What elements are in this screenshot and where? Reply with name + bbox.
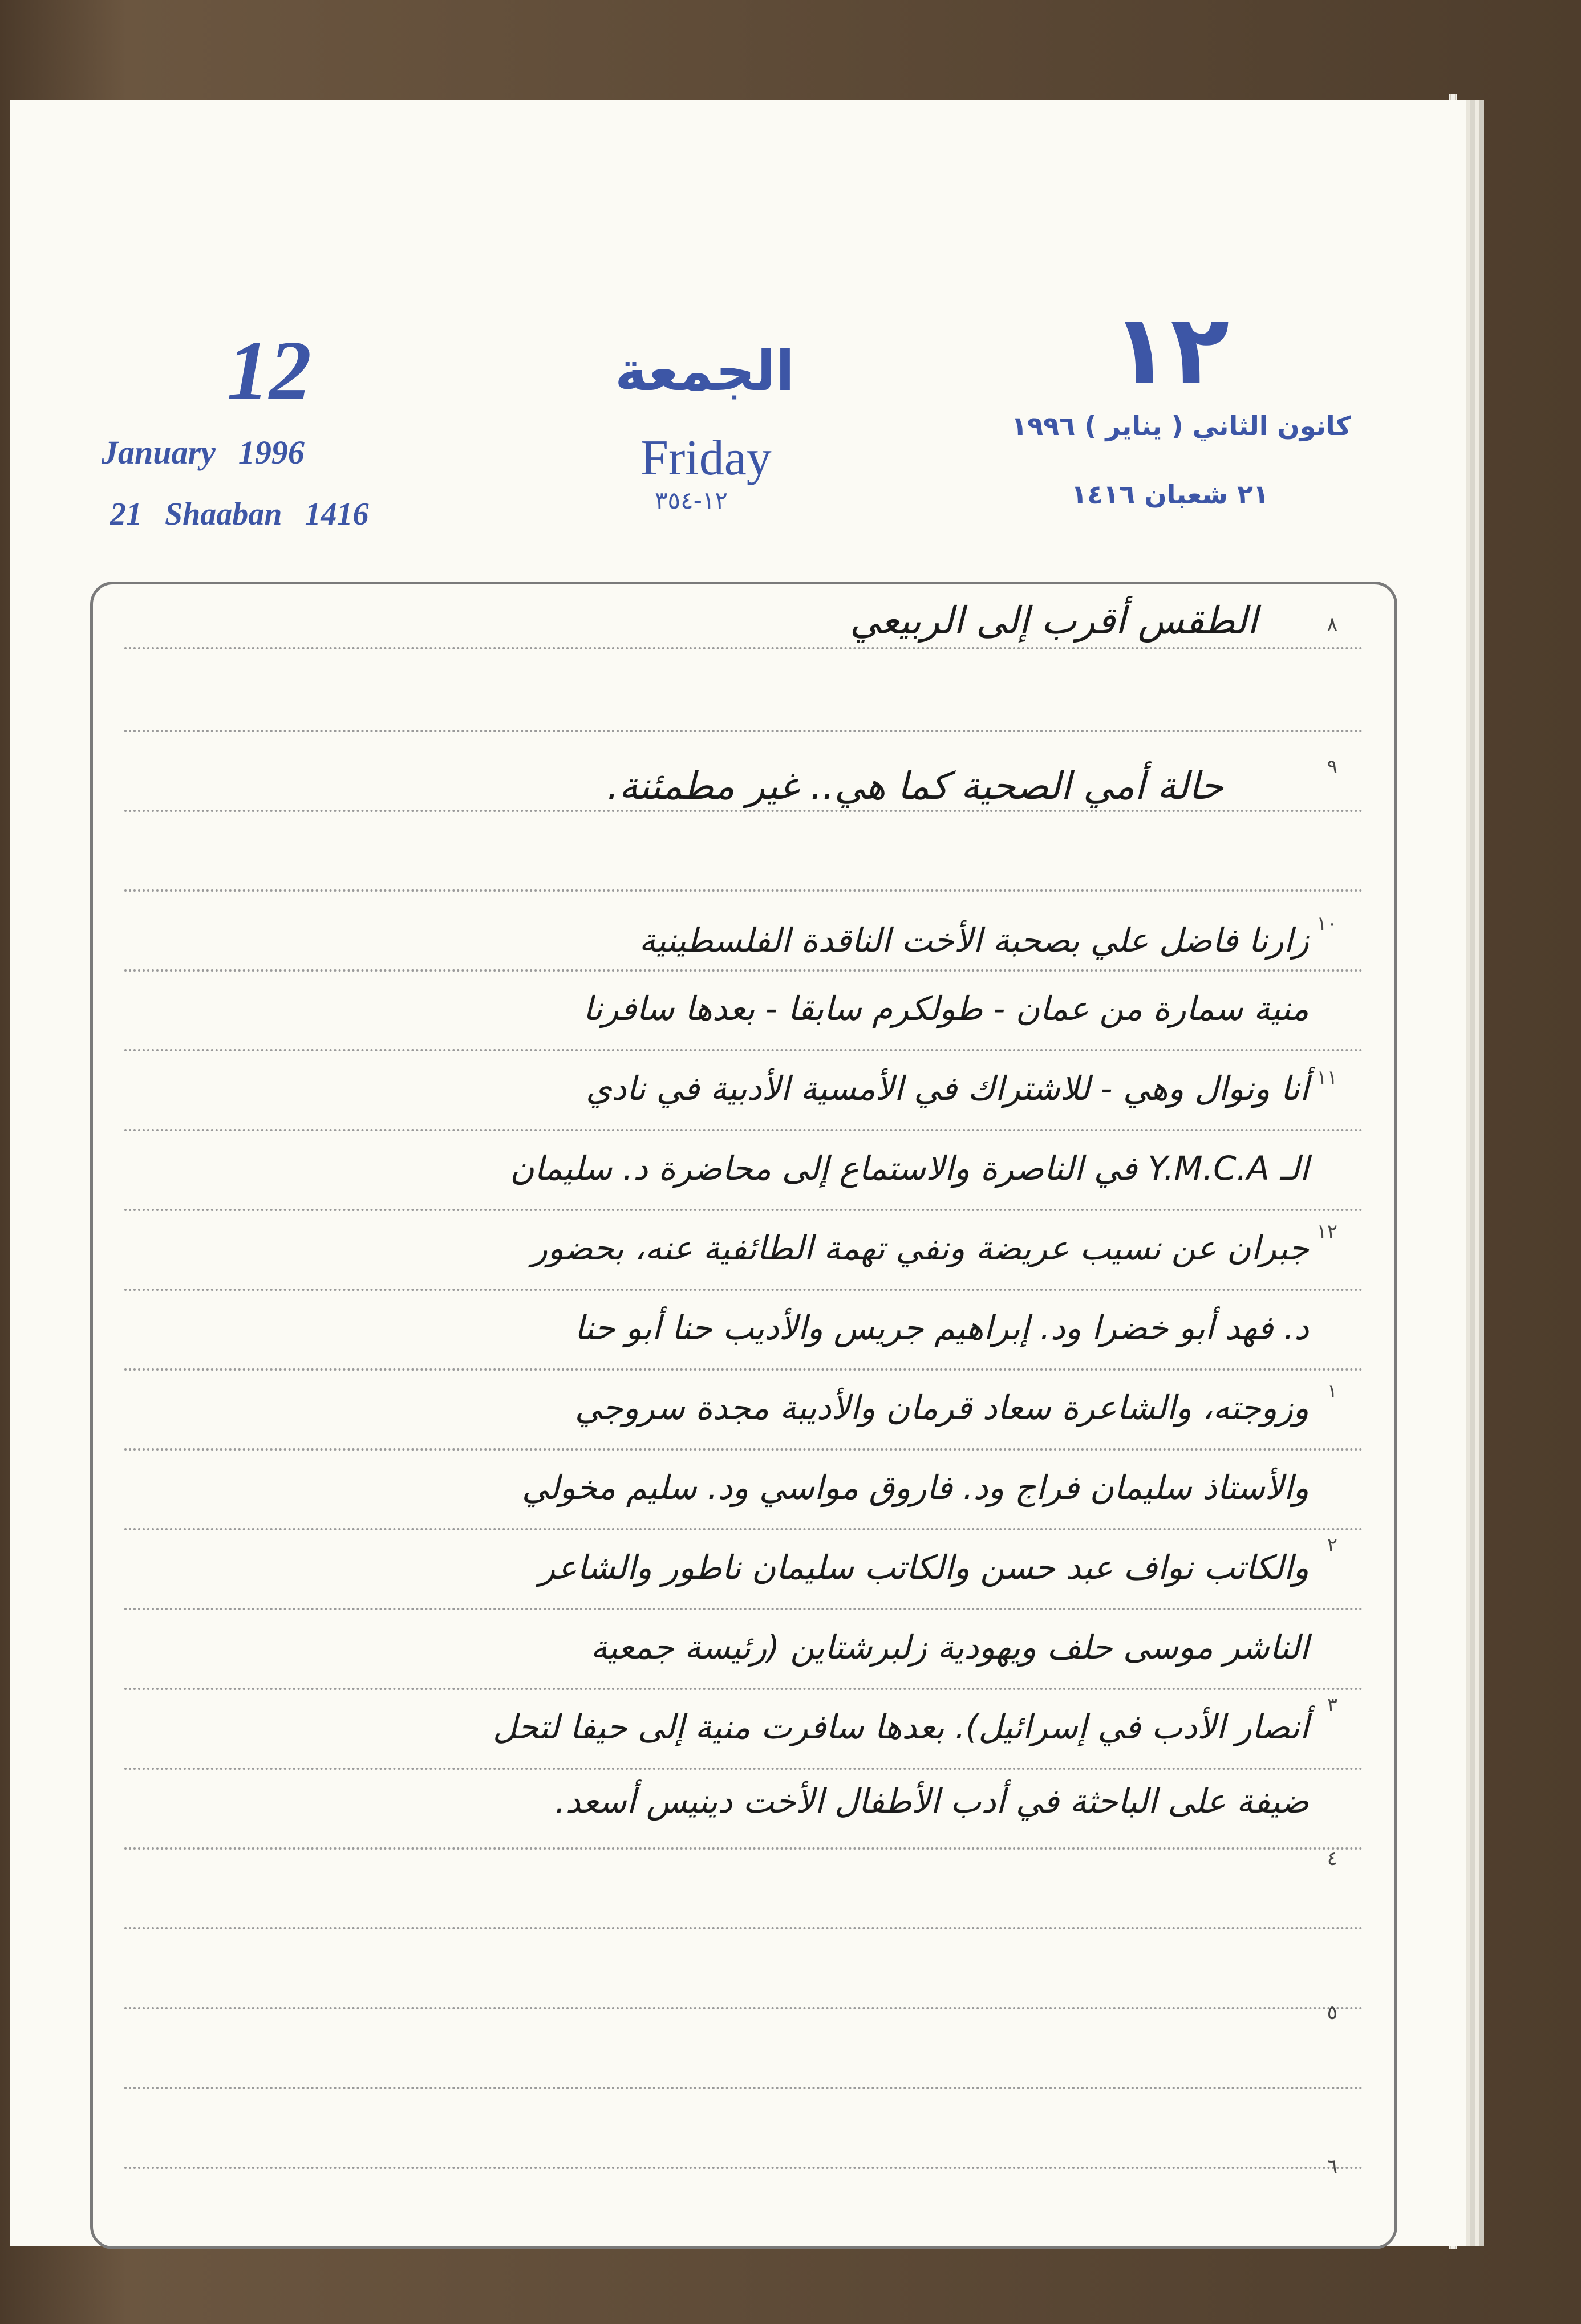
- ruled-line: [124, 1289, 1363, 1291]
- entry-line: منية سمارة من عمان - طولكرم سابقا - بعدها سافرنا: [583, 989, 1309, 1028]
- entry-line: حالة أمي الصحية كما هي.. غير مطمئنة.: [607, 764, 1223, 808]
- entry-line: الناشر موسى حلف ويهودية زلبرشتاين (رئيسة جمعية: [590, 1628, 1309, 1667]
- diary-page: [10, 100, 1466, 2246]
- entry-line: جبران عن نسيب عريضة ونفي تهمة الطائفية عنه، بحضور: [531, 1229, 1309, 1267]
- ruled-line: [124, 1608, 1363, 1610]
- hijri-year-en: 1416: [305, 497, 369, 532]
- hour-label: ١٢: [1316, 1220, 1337, 1243]
- hour-label: ٥: [1327, 2001, 1337, 2024]
- ruled-line: [124, 647, 1363, 649]
- ruled-line: [124, 1129, 1363, 1131]
- greg-month-en: January: [102, 434, 216, 471]
- ruled-line: [124, 2087, 1363, 2089]
- ruled-line: [124, 969, 1363, 972]
- ruled-entry-box: [90, 582, 1397, 2249]
- hour-label: ٢: [1327, 1534, 1337, 1557]
- hijri-date-ar: ٢١ شعبان ١٤١٦: [1071, 479, 1270, 510]
- ruled-line: [124, 1368, 1363, 1371]
- ruled-line: [124, 1528, 1363, 1530]
- hour-label: ١: [1327, 1380, 1337, 1403]
- ruled-line: [124, 810, 1363, 812]
- hour-label: ١٠: [1316, 912, 1337, 935]
- ruled-line: [124, 1768, 1363, 1770]
- ruled-line: [124, 889, 1363, 892]
- entry-line: وزوجته، والشاعرة سعاد قرمان والأديبة مجدة سروجي: [574, 1388, 1309, 1427]
- hour-label: ٨: [1327, 613, 1337, 636]
- day-number-ar: ١٢: [1111, 294, 1230, 407]
- entry-line: أنا ونوال وهي - للاشتراك في الأمسية الأدبية في نادي: [586, 1069, 1309, 1108]
- entry-line: أنصار الأدب في إسرائيل). بعدها سافرت منية إلى حيفا لتحل: [493, 1708, 1309, 1746]
- day-number-en: 12: [227, 324, 311, 417]
- entry-line: والكاتب نواف عبد حسن والكاتب سليمان ناطور والشاعر: [539, 1548, 1309, 1587]
- greg-year-en: 1996: [238, 434, 305, 471]
- ruled-line: [124, 2007, 1363, 2009]
- entry-line: ضيفة على الباحثة في أدب الأطفال الأخت دينيس أسعد.: [555, 1782, 1309, 1821]
- gregorian-date-ar: كانون الثاني ( يناير ) ١٩٩٦: [1011, 411, 1351, 441]
- entry-line: زارنا فاضل علي بصحبة الأخت الناقدة الفلسطينية: [639, 921, 1309, 960]
- gregorian-date-en: [102, 433, 305, 472]
- weekday-ar: الجمعة: [615, 339, 794, 403]
- hour-label: ٦: [1327, 2155, 1337, 2178]
- ruled-line: [124, 1927, 1363, 1929]
- ruled-line: [124, 2167, 1363, 2169]
- hour-label: ٣: [1327, 1693, 1337, 1716]
- day-count: ١٢-٣٥٤: [655, 486, 728, 514]
- ruled-line: [124, 1448, 1363, 1451]
- entry-line: والأستاذ سليمان فراج ود. فاروق مواسي ود. سليم مخولي: [521, 1468, 1309, 1507]
- hour-label: ٩: [1327, 755, 1337, 778]
- weekday-en: Friday: [640, 430, 772, 486]
- ruled-line: [124, 1049, 1363, 1051]
- entry-line: د. فهد أبو خضرا ود. إبراهيم جريس والأديب حنا أبو حنا: [574, 1309, 1309, 1347]
- ruled-line: [124, 1847, 1363, 1850]
- entry-line: الـ Y.M.C.A في الناصرة والاستماع إلى محاضرة د. سليمان: [510, 1149, 1309, 1188]
- hour-label: ٤: [1327, 1847, 1337, 1870]
- hour-label: ١١: [1316, 1066, 1337, 1089]
- ruled-line: [124, 730, 1363, 732]
- hijri-month-en: Shaaban: [165, 497, 282, 532]
- hijri-date-en: [110, 496, 368, 533]
- ruled-line: [124, 1688, 1363, 1690]
- ruled-line: [124, 1209, 1363, 1211]
- hijri-day-en: 21: [110, 497, 142, 532]
- entry-line: الطقس أقرب إلى الربيعي: [850, 599, 1258, 643]
